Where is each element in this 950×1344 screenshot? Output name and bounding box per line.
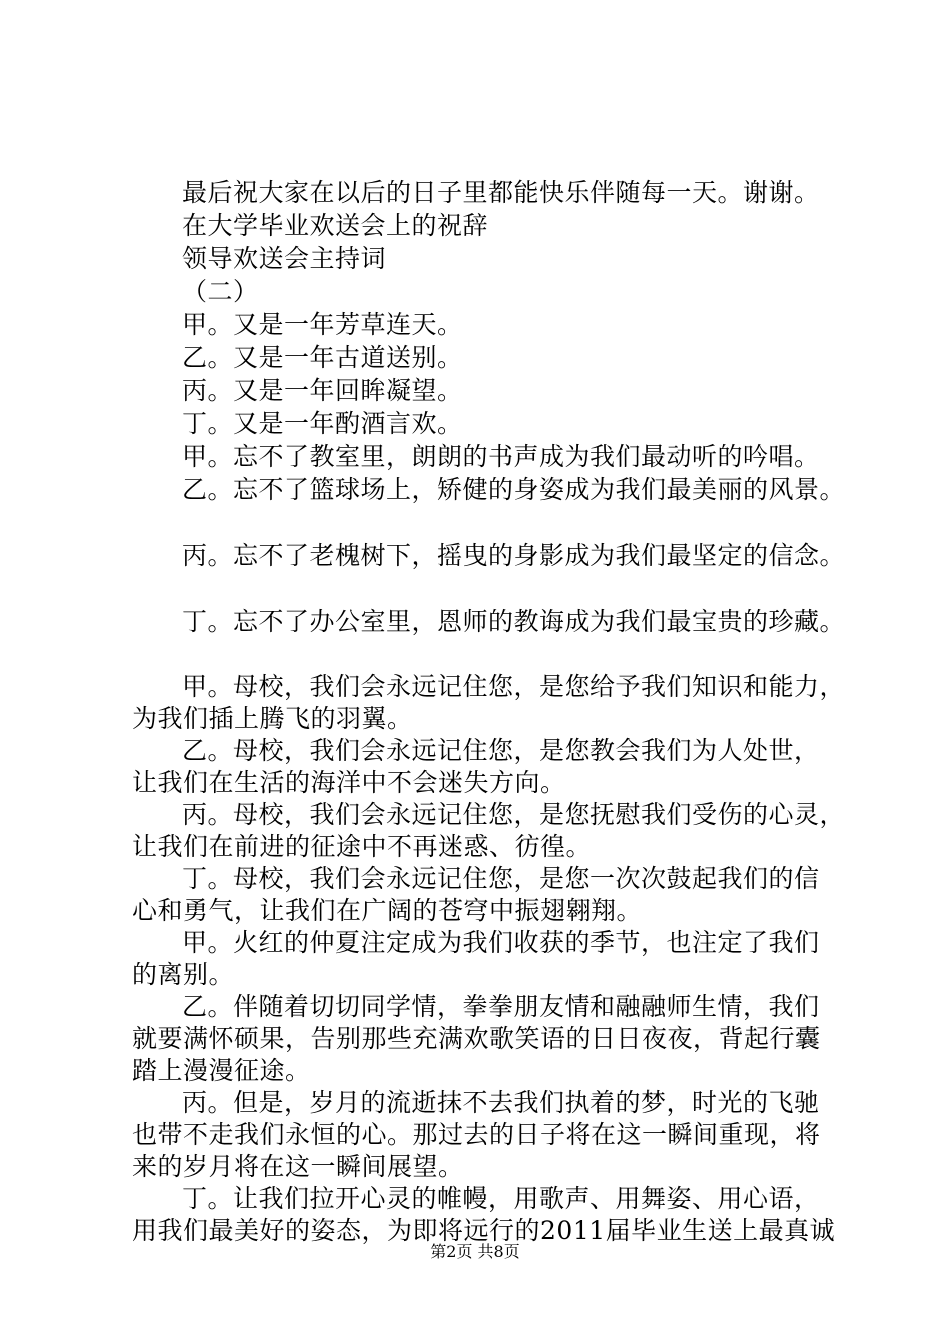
paragraph: [132, 927, 852, 991]
paragraph-line: 用我们最美好的姿态，为即将远行的2011届毕业生送上最真诚: [132, 1216, 836, 1245]
paragraph-line: 乙。母校，我们会永远记住您，是您教会我们为人处世，: [182, 736, 820, 765]
paragraph: [132, 799, 852, 863]
text-line: 丁。忘不了办公室里，恩师的教诲成为我们最宝贵的珍藏。: [182, 607, 846, 636]
paragraph: [132, 671, 852, 735]
paragraph-line: 丁。让我们拉开心灵的帷幔，用歌声、用舞姿、用心语，: [182, 1184, 820, 1213]
paragraph-line: 心和勇气，让我们在广阔的苍穹中振翅翱翔。: [132, 896, 643, 925]
paragraph-line: 踏上漫漫征途。: [132, 1056, 311, 1085]
text-line: （二）: [182, 277, 259, 306]
paragraph-line: 为我们插上腾飞的羽翼。: [132, 704, 413, 733]
paragraph: [132, 1183, 852, 1247]
paragraph-line: 丙。母校，我们会永远记住您，是您抚慰我们受伤的心灵，: [182, 800, 846, 829]
paragraph-line: 也带不走我们永恒的心。那过去的日子将在这一瞬间重现，将: [132, 1120, 821, 1149]
paragraph: [132, 1087, 852, 1183]
text-line: 丙。忘不了老槐树下，摇曳的身影成为我们最坚定的信念。: [182, 541, 846, 570]
text-line: 最后祝大家在以后的日子里都能快乐伴随每一天。谢谢。: [182, 178, 820, 207]
paragraph-line: 来的岁月将在这一瞬间展望。: [132, 1152, 464, 1181]
text-line: 乙。又是一年古道送别。: [182, 343, 463, 372]
page-footer: 第2页 共8页: [430, 1242, 520, 1261]
paragraph-line: 让我们在前进的征途中不再迷惑、彷徨。: [132, 832, 592, 861]
paragraph-line: 甲。母校，我们会永远记住您，是您给予我们知识和能力，: [182, 672, 846, 701]
paragraph: [132, 735, 852, 799]
paragraph: [132, 863, 852, 927]
text-line: 甲。忘不了教室里，朗朗的书声成为我们最动听的吟唱。: [182, 442, 820, 471]
document-body: [132, 176, 852, 1247]
text-line: 丁。又是一年酌酒言欢。: [182, 409, 463, 438]
text-line: 甲。又是一年芳草连天。: [182, 310, 463, 339]
paragraph-line: 让我们在生活的海洋中不会迷失方向。: [132, 768, 566, 797]
paragraph-line: 乙。伴随着切切同学情，拳拳朋友情和融融师生情，我们: [182, 992, 820, 1021]
text-line: 在大学毕业欢送会上的祝辞: [182, 211, 489, 240]
paragraph: [132, 991, 852, 1087]
paragraph-line: 的离别。: [132, 960, 235, 989]
paragraph-line: 就要满怀硕果，告别那些充满欢歌笑语的日日夜夜，背起行囊: [132, 1024, 821, 1053]
paragraph-line: 甲。火红的仲夏注定成为我们收获的季节，也注定了我们: [182, 928, 820, 957]
text-line: 领导欢送会主持词: [182, 244, 387, 273]
paragraph-line: 丁。母校，我们会永远记住您，是您一次次鼓起我们的信: [182, 864, 820, 893]
paragraph-line: 丙。但是，岁月的流逝抹不去我们执着的梦，时光的飞驰: [182, 1088, 820, 1117]
text-line: 乙。忘不了篮球场上，矫健的身姿成为我们最美丽的风景。: [182, 475, 846, 504]
text-line: 丙。又是一年回眸凝望。: [182, 376, 463, 405]
